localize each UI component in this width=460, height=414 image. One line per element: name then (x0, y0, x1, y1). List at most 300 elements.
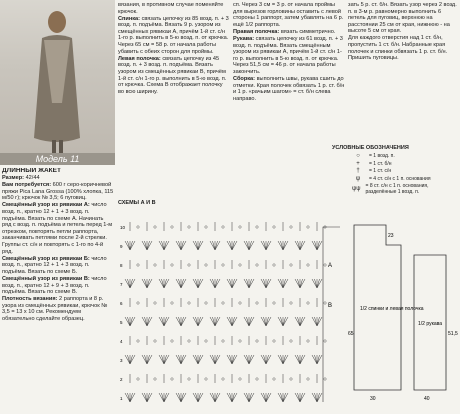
stitch-fan (147, 393, 150, 402)
stitch-fan (298, 317, 301, 326)
stitch-chain (137, 302, 139, 304)
stitch-fan (317, 241, 322, 250)
stitch-fan (164, 279, 167, 288)
stitch-fan (164, 317, 169, 326)
stitch-fan (283, 279, 286, 288)
stitch-fan (278, 355, 283, 364)
front-label: 1/2 спинки и левая полочка (360, 306, 424, 312)
stitch-chain (171, 302, 173, 304)
legend-symbol: ψ (355, 175, 361, 182)
stitch-chain (273, 302, 275, 304)
stitch-fan (159, 241, 164, 250)
paragraph-text: число возд. п., кратно 12 + 1 + 3 возд. п. подъёма. Вязать по схеме Б. (2, 255, 107, 275)
stitch-fan (128, 355, 131, 364)
stitch-fan (283, 241, 286, 250)
stitch-fan (283, 241, 288, 250)
stitch-fan (247, 241, 250, 250)
paragraph-heading: Вам потребуется: (2, 182, 52, 189)
measure-65: 65 (348, 331, 354, 337)
stitch-fan (317, 317, 320, 326)
stitch-chain (307, 378, 309, 380)
stitch-chain (137, 340, 139, 342)
stitch-fan (249, 279, 254, 288)
stitch-fan (159, 317, 164, 326)
stitch-fan (264, 355, 267, 364)
schema-edge (323, 227, 340, 402)
stitch-fan (193, 241, 198, 250)
stitch-fan (230, 279, 233, 288)
col3-paragraph (233, 29, 345, 36)
stitch-fan (128, 279, 131, 288)
stitch-fan (295, 241, 300, 250)
stitch-fan (176, 279, 181, 288)
stitch-fan (213, 279, 216, 288)
col2-paragraph (118, 16, 230, 56)
stitch-fan (261, 393, 266, 402)
stitch-fan (210, 317, 215, 326)
stitch-fan (130, 279, 133, 288)
stitch-fan (312, 393, 317, 402)
stitch-chain (290, 226, 292, 228)
text-column-2 (118, 2, 230, 192)
stitch-fan (249, 355, 252, 364)
legend-symbol: † (356, 168, 360, 174)
stitch-fan (164, 355, 169, 364)
stitch-chain (324, 378, 326, 380)
stitch-fan (125, 393, 130, 402)
stitch-chain (239, 264, 241, 266)
stitch-fan (249, 393, 254, 402)
stitch-fan (232, 241, 235, 250)
stitch-fan (198, 241, 203, 250)
stitch-fan (300, 241, 303, 250)
stitch-chain (239, 378, 241, 380)
stitch-chain (256, 226, 258, 228)
stitch-fan (266, 279, 269, 288)
stitch-fan (232, 241, 237, 250)
stitch-fan (266, 393, 269, 402)
paragraph-text: число возд. п., кратно 12 + 1 + 3 возд. п. подъёма. Вязать по схеме А. Начинать ряд с возд. п. подъёма и петель перед 1-м отрезком, повторять петли раппорта, заканчивать петлями после 2-й стрелки. Группы ст. с/н и повторять с 1-го по 4-й ряд. (2, 202, 113, 255)
legend-text: = 8 ст. с/н с 1 п. основания, разделённые 1 возд. п. (365, 183, 429, 195)
text-column-4 (348, 2, 458, 142)
stitch-fan (196, 355, 199, 364)
text-column-3 (233, 2, 345, 192)
stitch-fan (181, 355, 186, 364)
stitch-fan (283, 393, 286, 402)
stitch-fan (145, 355, 148, 364)
stitch-fan (300, 317, 305, 326)
stitch-chain (154, 264, 156, 266)
stitch-fan (198, 241, 201, 250)
stitch-fan (215, 317, 220, 326)
col1-paragraph: ДЛИННЫЙ ЖАКЕТ (2, 168, 61, 174)
stitch-fan (266, 355, 271, 364)
stitch-fan (130, 317, 133, 326)
col1-paragraph (2, 296, 114, 322)
stitch-fan (215, 279, 218, 288)
stitch-fan (213, 393, 216, 402)
stitch-chain (307, 264, 309, 266)
stitch-chain (290, 340, 292, 342)
stitch-fan (193, 355, 198, 364)
stitch-fan (266, 241, 269, 250)
stitch-chain (239, 302, 241, 304)
stitch-fan (215, 393, 220, 402)
stitch-fan (125, 241, 130, 250)
stitch-chain (188, 378, 190, 380)
stitch-fan (317, 241, 320, 250)
stitch-fan (130, 355, 135, 364)
stitch-fan (159, 279, 164, 288)
row-number: 7 (120, 282, 123, 287)
stitch-chain (290, 264, 292, 266)
stitch-fan (317, 279, 322, 288)
stitch-fan (317, 317, 322, 326)
stitch-fan (164, 279, 169, 288)
stitch-fan (315, 241, 318, 250)
paragraph-text: вязания, в противном случае поменяйте крючок. (118, 2, 224, 15)
stitch-fan (244, 279, 249, 288)
stitch-fan (130, 393, 135, 402)
measure-51-5: 51,5 (448, 331, 458, 337)
stitch-fan (261, 317, 266, 326)
stitch-fan (278, 241, 283, 250)
legend-row (350, 183, 458, 195)
paragraph-heading: Левая полочка: (118, 55, 161, 62)
stitch-fan (283, 279, 288, 288)
stitch-fan (283, 355, 288, 364)
stitch-fan (162, 317, 165, 326)
stitch-fan (227, 355, 232, 364)
stitch-fan (130, 317, 135, 326)
stitch-fan (249, 279, 252, 288)
stitch-chain (205, 302, 207, 304)
stitch-fan (300, 355, 305, 364)
stitch-fan (266, 279, 271, 288)
stitch-fan (315, 355, 318, 364)
row-number: 8 (120, 263, 123, 268)
legend-title: УСЛОВНЫЕ ОБОЗНАЧЕНИЯ (332, 145, 409, 151)
stitch-fan (196, 279, 199, 288)
stitch-fan (266, 317, 269, 326)
stitch-fan (232, 355, 235, 364)
legend-symbol: ○ (356, 153, 360, 159)
stitch-fan (181, 317, 184, 326)
stitch-fan (196, 393, 199, 402)
row-number: 10 (120, 225, 126, 230)
stitch-fan (317, 355, 320, 364)
legend-text: = 4 ст. с/н с 1 п. основания (369, 175, 431, 182)
stitch-chain (137, 264, 139, 266)
legend-text: = 1 возд. п. (369, 153, 395, 159)
stitch-fan (147, 279, 150, 288)
paragraph-text: связать цепочку из 85 возд. п. + 3 возд. п. подъёма. Вязать 9 р. узором из смещённых рявикаи А, причём 1-й ст. с/н 1-го р. выполнить в 5-ю возд. п. от крючка. Через 65 см = 58 р. от начала работы убавить с обеих сторон для проймы. (118, 15, 229, 55)
stitch-fan (249, 393, 252, 402)
stitch-fan (281, 279, 284, 288)
stitch-fan (142, 279, 147, 288)
stitch-fan (227, 241, 232, 250)
stitch-fan (315, 317, 318, 326)
stitch-fan (230, 355, 233, 364)
row-number: 1 (120, 396, 123, 401)
stitch-fan (198, 279, 201, 288)
stitch-fan (130, 241, 133, 250)
paragraph-heading: Смещённый узор из рявикаи В: (2, 276, 90, 282)
stitch-fan (159, 355, 164, 364)
stitch-chain (307, 226, 309, 228)
stitch-fan (281, 241, 284, 250)
stitch-chain (154, 302, 156, 304)
stitch-fan (300, 279, 303, 288)
legend (332, 145, 458, 220)
stitch-fan (198, 355, 203, 364)
stitch-chain (324, 302, 326, 304)
stitch-fan (283, 317, 288, 326)
model-photo (0, 0, 115, 165)
stitch-fan (230, 393, 233, 402)
stitch-fan (261, 355, 266, 364)
stitch-fan (249, 355, 254, 364)
stitch-fan (247, 355, 250, 364)
stitch-fan (130, 241, 135, 250)
model-label: Модель 11 (0, 153, 115, 165)
stitch-fan (176, 317, 181, 326)
stitch-chain (137, 226, 139, 228)
stitch-fan (300, 241, 305, 250)
stitch-fan (266, 241, 271, 250)
stitch-fan (298, 241, 301, 250)
stitch-fan (198, 393, 203, 402)
stitch-fan (164, 355, 167, 364)
col1-paragraph (2, 175, 114, 182)
paragraph-heading: Смещённый узор из рявикаи Б: (2, 255, 90, 262)
stitch-fan (142, 355, 147, 364)
stitch-fan (295, 279, 300, 288)
legend-symbol: ψψ (351, 186, 361, 192)
stitch-fan (264, 241, 267, 250)
stitch-fan (312, 241, 317, 250)
stitch-fan (147, 355, 150, 364)
stitch-fan (193, 393, 198, 402)
stitch-fan (164, 393, 169, 402)
stitch-fan (164, 241, 167, 250)
stitch-fan (181, 393, 186, 402)
measure-23: 23 (388, 233, 394, 239)
stitch-fan (176, 393, 181, 402)
garment-pattern (346, 215, 458, 412)
stitch-fan (147, 355, 152, 364)
stitch-fan (147, 393, 152, 402)
stitch-fan (213, 317, 216, 326)
col2-paragraph (118, 56, 230, 96)
stitch-fan (179, 355, 182, 364)
stitch-chain (171, 226, 173, 228)
paragraph-heading: Размер: (2, 175, 25, 182)
stitch-fan (176, 355, 181, 364)
stitch-fan (198, 355, 201, 364)
stitch-fan (179, 317, 182, 326)
stitch-fan (162, 279, 165, 288)
stitch-fan (317, 393, 322, 402)
stitch-fan (125, 279, 130, 288)
col3-paragraph (233, 36, 345, 76)
stitch-fan (295, 355, 300, 364)
col3-paragraph (233, 2, 345, 28)
stitch-fan (142, 393, 147, 402)
stitch-fan (249, 317, 254, 326)
stitch-fan (159, 393, 164, 402)
col1-paragraph (2, 202, 114, 255)
stitch-fan (164, 393, 167, 402)
stitch-fan (244, 317, 249, 326)
row-number: 2 (120, 377, 123, 382)
stitch-fan (181, 317, 186, 326)
stitch-fan (181, 355, 184, 364)
stitch-fan (312, 279, 317, 288)
stitch-fan (317, 393, 320, 402)
stitch-fan (215, 279, 220, 288)
paragraph-text: сп. Через 3 см = 3 р. от начала проймы для вырезов горловины оставить с левой стороны 1 раппорт, затем убавлять на 6 р. ещё 1/2 раппорта. (233, 2, 344, 28)
stitch-fan (244, 241, 249, 250)
stitch-fan (300, 317, 303, 326)
stitch-fan (232, 355, 237, 364)
stitch-chain (171, 378, 173, 380)
stitch-fan (300, 393, 303, 402)
stitch-fan (249, 241, 254, 250)
stitch-fan (312, 317, 317, 326)
stitch-fan (147, 279, 152, 288)
stitch-fan (295, 393, 300, 402)
legend-row (350, 153, 458, 159)
stitch-chain (222, 226, 224, 228)
col1-paragraph (2, 256, 114, 276)
measure-40: 40 (424, 396, 430, 402)
stitch-fan (244, 355, 249, 364)
stitch-fan (232, 393, 237, 402)
stitch-fan (198, 317, 203, 326)
stitch-fan (198, 317, 201, 326)
stitch-fan (300, 393, 305, 402)
paragraph-text: 42/44 (24, 175, 40, 182)
stitch-fan (210, 393, 215, 402)
stitch-fan (125, 317, 130, 326)
paragraph-heading: Правая полочка: (233, 28, 280, 35)
stitch-fan (179, 241, 182, 250)
stitch-fan (145, 279, 148, 288)
stitch-chain (154, 378, 156, 380)
stitch-fan (295, 317, 300, 326)
stitch-chain (171, 264, 173, 266)
stitch-fan (128, 241, 131, 250)
stitch-chain (222, 302, 224, 304)
legend-text: = 1 ст. с/н (369, 168, 392, 174)
col4-paragraph (348, 2, 458, 35)
stitch-chain (324, 340, 326, 342)
stitch-fan (247, 279, 250, 288)
row-number: 3 (120, 358, 123, 363)
paragraph-text: 600 г серо-коричневой пряжи Pica Lana Grossa (100% хлопка, 115 м/50 г); крючок № 3,5; 6 пуговиц. (2, 182, 114, 202)
row-number: 5 (120, 320, 123, 325)
col1-paragraph (2, 182, 114, 202)
stitch-chain (307, 340, 309, 342)
row-number: 4 (120, 339, 123, 344)
stitch-fan (266, 393, 271, 402)
paragraph-heading: Смещённый узор из рявикаи А: (2, 202, 90, 209)
stitch-chain (205, 378, 207, 380)
stitch-chain (205, 226, 207, 228)
paragraph-text: связать цепочку из 45 возд. п. + 3 возд. п. подъёма. Вязать узором из смещённых рявикаи В, причём 1-й ст. с/н 1-го р. выполнить в 5-ю возд. п. от крючка. Схема В отображает полочку во всю ширину. (118, 55, 227, 95)
paragraph-text: зать 5 р. ст. б/н. Вязать узор через 2 возд. п. в 3-м р. равномерно выполнить 6 петель для пуговиц, верхнюю на расстоянии 25 см от края, нижнюю - на высоте 5 см от края. (348, 2, 457, 35)
stitch-fan (147, 317, 150, 326)
stitch-fan (179, 393, 182, 402)
row-number: 6 (120, 301, 123, 306)
stitch-fan (145, 393, 148, 402)
stitch-fan (196, 317, 199, 326)
stitch-fan (181, 279, 186, 288)
model-figure (22, 8, 92, 158)
stitch-chain (324, 264, 326, 266)
stitch-chain (154, 340, 156, 342)
stitch-chain (273, 264, 275, 266)
crochet-schema (118, 207, 343, 412)
stitch-fan (213, 241, 216, 250)
legend-row (350, 161, 458, 167)
stitch-fan (278, 279, 283, 288)
stitch-chain (205, 264, 207, 266)
stitch-fan (164, 241, 169, 250)
stitch-chain (188, 226, 190, 228)
stitch-fan (181, 241, 186, 250)
stitch-fan (215, 241, 220, 250)
stitch-fan (264, 317, 267, 326)
stitch-fan (300, 279, 305, 288)
stitch-fan (281, 393, 284, 402)
stitch-fan (232, 317, 237, 326)
schema-label-a: А (328, 263, 333, 269)
stitch-fan (215, 393, 218, 402)
schema-label-b: В (328, 303, 333, 309)
stitch-chain (256, 340, 258, 342)
stitch-fan (130, 279, 135, 288)
stitch-chain (222, 340, 224, 342)
stitch-chain (205, 340, 207, 342)
stitch-fan (315, 393, 318, 402)
stitch-fan (147, 241, 152, 250)
stitch-fan (193, 279, 198, 288)
stitch-fan (215, 355, 220, 364)
stitch-fan (232, 279, 237, 288)
col1-paragraph (2, 276, 114, 296)
stitch-chain (154, 226, 156, 228)
paragraph-heading: Сборка: (233, 76, 256, 83)
stitch-fan (227, 317, 232, 326)
stitch-chain (307, 302, 309, 304)
stitch-fan (198, 393, 201, 402)
stitch-chain (171, 340, 173, 342)
stitch-fan (215, 241, 218, 250)
stitch-fan (130, 355, 133, 364)
stitch-fan (198, 279, 203, 288)
measure-30: 30 (370, 396, 376, 402)
stitch-fan (162, 241, 165, 250)
stitch-fan (249, 241, 252, 250)
stitch-fan (283, 393, 288, 402)
stitch-fan (244, 393, 249, 402)
stitch-chain (256, 302, 258, 304)
stitch-fan (298, 279, 301, 288)
text-column-1 (2, 168, 114, 412)
stitch-fan (249, 317, 252, 326)
